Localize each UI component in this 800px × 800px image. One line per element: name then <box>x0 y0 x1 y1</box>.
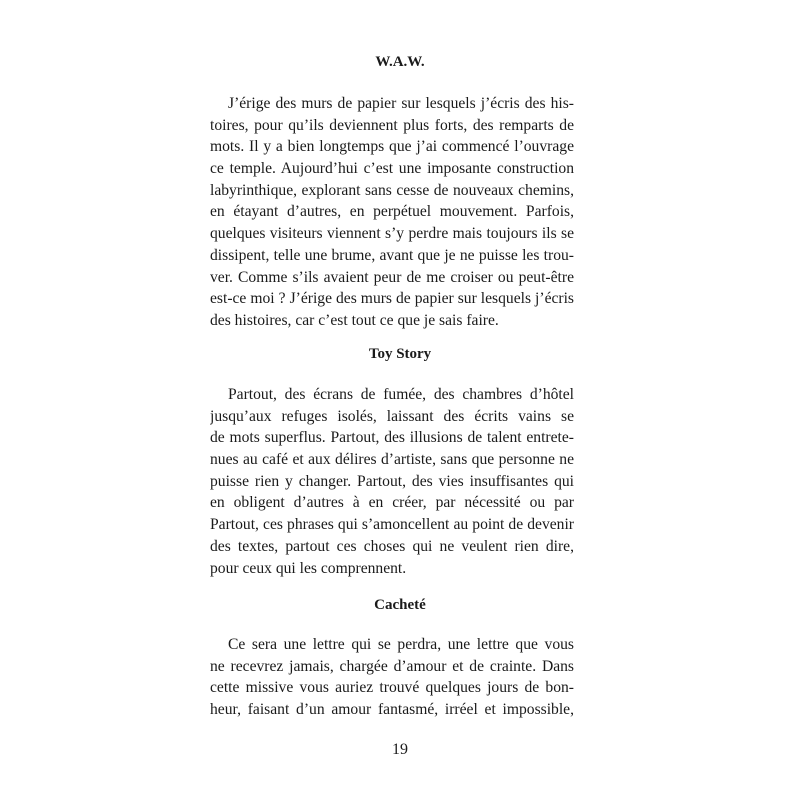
text-line: dissipent, telle une brume, avant que je ne puisse les trou- <box>210 246 574 264</box>
section-title: Cacheté <box>374 597 426 613</box>
text-line: puisse rien y changer. Partout, des vies insuffisantes qui <box>210 472 574 490</box>
text-line: pour ceux qui les comprennent. <box>210 559 407 577</box>
text-line: nues au café et aux délires d’artiste, sans que personne ne <box>210 451 574 469</box>
text-line: des histoires, car c’est tout ce que je sais faire. <box>210 311 499 329</box>
text-line: heur, faisant d’un amour fantasmé, irréel et impossible, <box>210 701 574 719</box>
text-line: jusqu’aux refuges isolés, laissant des écrits vains se <box>210 407 574 425</box>
text-line: toires, pour qu’ils deviennent plus forts, des remparts de <box>210 116 574 134</box>
section-title: Toy Story <box>368 346 432 362</box>
text-line: Ce sera une lettre qui se perdra, une lettre que vous <box>228 636 574 653</box>
text-line: des textes, partout ces choses qui ne veulent rien dire, <box>210 537 574 555</box>
text-line: mots. Il y a bien longtemps que j’ai commencé l’ouvrage <box>210 138 574 156</box>
section-paragraph <box>210 634 574 721</box>
section-title: W.A.W. <box>375 54 425 70</box>
text-line: en étayant d’autres, en perpétuel mouvement. Parfois, <box>210 203 574 221</box>
text-line: cette missive vous auriez trouvé quelques jours de bon- <box>210 679 574 697</box>
text-line: en obligent d’autres à en créer, par nécessité ou par <box>210 494 574 512</box>
section-paragraph <box>210 93 574 332</box>
text-line: ne recevrez jamais, chargée d’amour et de crainte. Dans <box>210 657 574 675</box>
text-line: de mots superflus. Partout, des illusions de talent entrete- <box>210 429 574 447</box>
page-number: 19 <box>392 741 408 758</box>
text-line: ce temple. Aujourd’hui c’est une imposante construction <box>210 160 574 178</box>
section-paragraph <box>210 384 574 579</box>
text-line: Partout, des écrans de fumée, des chambres d’hôtel <box>228 386 574 403</box>
text-line: quelques visiteurs viennent s’y perdre mais toujours ils se <box>210 225 574 243</box>
text-line: est-ce moi ? J’érige des murs de papier sur lesquels j’écris <box>210 290 574 308</box>
text-line: J’érige des murs de papier sur lesquels j’écris des his- <box>228 95 574 112</box>
text-line: ver. Comme s’ils avaient peur de me croiser ou peut-être <box>210 268 574 286</box>
text-line: labyrinthique, explorant sans cesse de nouveaux chemins, <box>210 181 574 199</box>
text-line: Partout, ces phrases qui s’amoncellent au point de devenir <box>210 516 574 534</box>
